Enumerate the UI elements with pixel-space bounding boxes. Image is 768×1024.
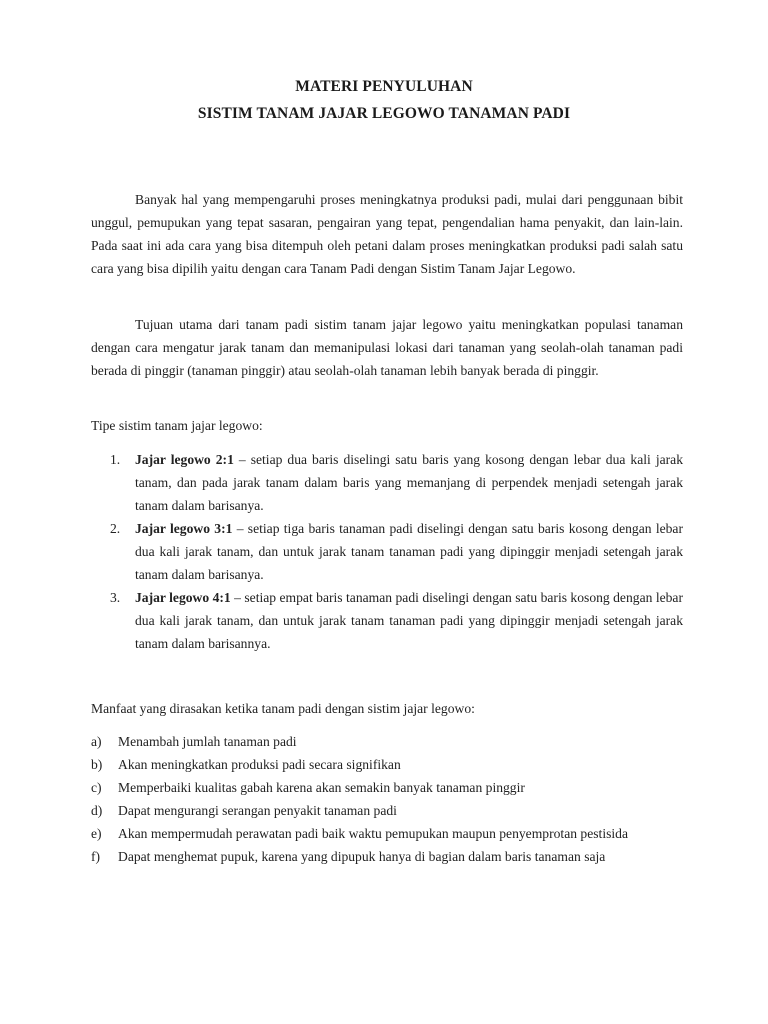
benefit-text: Dapat mengurangi serangan penyakit tanaman padi [118,803,397,818]
list-item [91,586,683,655]
list-marker: c) [91,780,102,795]
document-title: MATERI PENYULUHAN [295,78,473,95]
list-number: 1. [110,452,121,467]
list-item [91,845,691,868]
document-subtitle: SISTIM TANAM JAJAR LEGOWO TANAMAN PADI [197,105,571,122]
type-term: Jajar legowo 3:1 [135,521,233,536]
benefit-text: Dapat menghemat pupuk, karena yang dipupuk hanya di bagian dalam baris tanaman saja [118,849,606,864]
types-heading: Tipe sistim tanam jajar legowo: [91,418,263,433]
list-marker: b) [91,757,103,772]
benefits-list [91,730,691,868]
list-marker: e) [91,826,102,841]
list-number: 3. [110,590,121,605]
list-marker: d) [91,803,103,818]
type-term: Jajar legowo 4:1 [135,590,231,605]
benefit-text: Memperbaiki kualitas gabah karena akan semakin banyak tanaman pinggir [118,780,525,795]
list-item [91,517,683,586]
type-term: Jajar legowo 2:1 [135,452,234,467]
types-list [91,448,683,655]
benefit-text: Akan meningkatkan produksi padi secara signifikan [118,757,401,772]
benefit-text: Menambah jumlah tanaman padi [118,734,297,749]
benefits-heading: Manfaat yang dirasakan ketika tanam padi dengan sistim jajar legowo: [91,701,475,716]
list-marker: a) [91,734,102,749]
list-item [91,753,691,776]
list-marker: f) [91,849,101,864]
list-item [91,730,691,753]
benefit-text: Akan mempermudah perawatan padi baik waktu pemupukan maupun penyemprotan pestisida [118,826,628,841]
type-description: – setiap dua baris diselingi satu baris yang kosong dengan lebar dua kali jarak tanam, dan pada jarak tanam dalam baris yang memanjang di perpendek menjadi setengah jarak tanam dalam barisanya. [135,452,683,513]
list-item [91,448,683,517]
list-number: 2. [110,521,121,536]
type-description: – setiap empat baris tanaman padi diselingi dengan satu baris kosong dengan lebar dua kali jarak tanam, dan untuk jarak tanam tanaman padi yang dipinggir menjadi setengah jarak tanam dalam barisannya. [135,590,683,651]
list-item [91,799,691,822]
intro-paragraph: Banyak hal yang mempengaruhi proses meningkatnya produksi padi, mulai dari penggunaan bibit unggul, pemupukan yang tepat sasaran, pengairan yang tepat, pengendalian hama penyakit, dan lain-lain. Pada saat ini ada cara yang bisa ditempuh oleh petani dalam proses meningkatkan produksi padi salah satu cara yang bisa dipilih yaitu dengan cara Tanam Padi dengan Sistim Tanam Jajar Legowo. [91,192,683,276]
purpose-paragraph: Tujuan utama dari tanam padi sistim tanam jajar legowo yaitu meningkatkan populasi tanaman dengan cara mengatur jarak tanam dan memanipulasi lokasi dari tanaman yang seolah-olah tanaman padi berada di pinggir (tanaman pinggir) atau seolah-olah tanaman lebih banyak berada di pinggir. [91,317,683,378]
list-item [91,822,691,845]
type-description: – setiap tiga baris tanaman padi diselingi dengan satu baris kosong dengan lebar dua kali jarak tanam, dan untuk jarak tanam tanaman padi yang dipinggir menjadi setengah jarak tanam dalam barisanya. [135,521,683,582]
list-item [91,776,691,799]
